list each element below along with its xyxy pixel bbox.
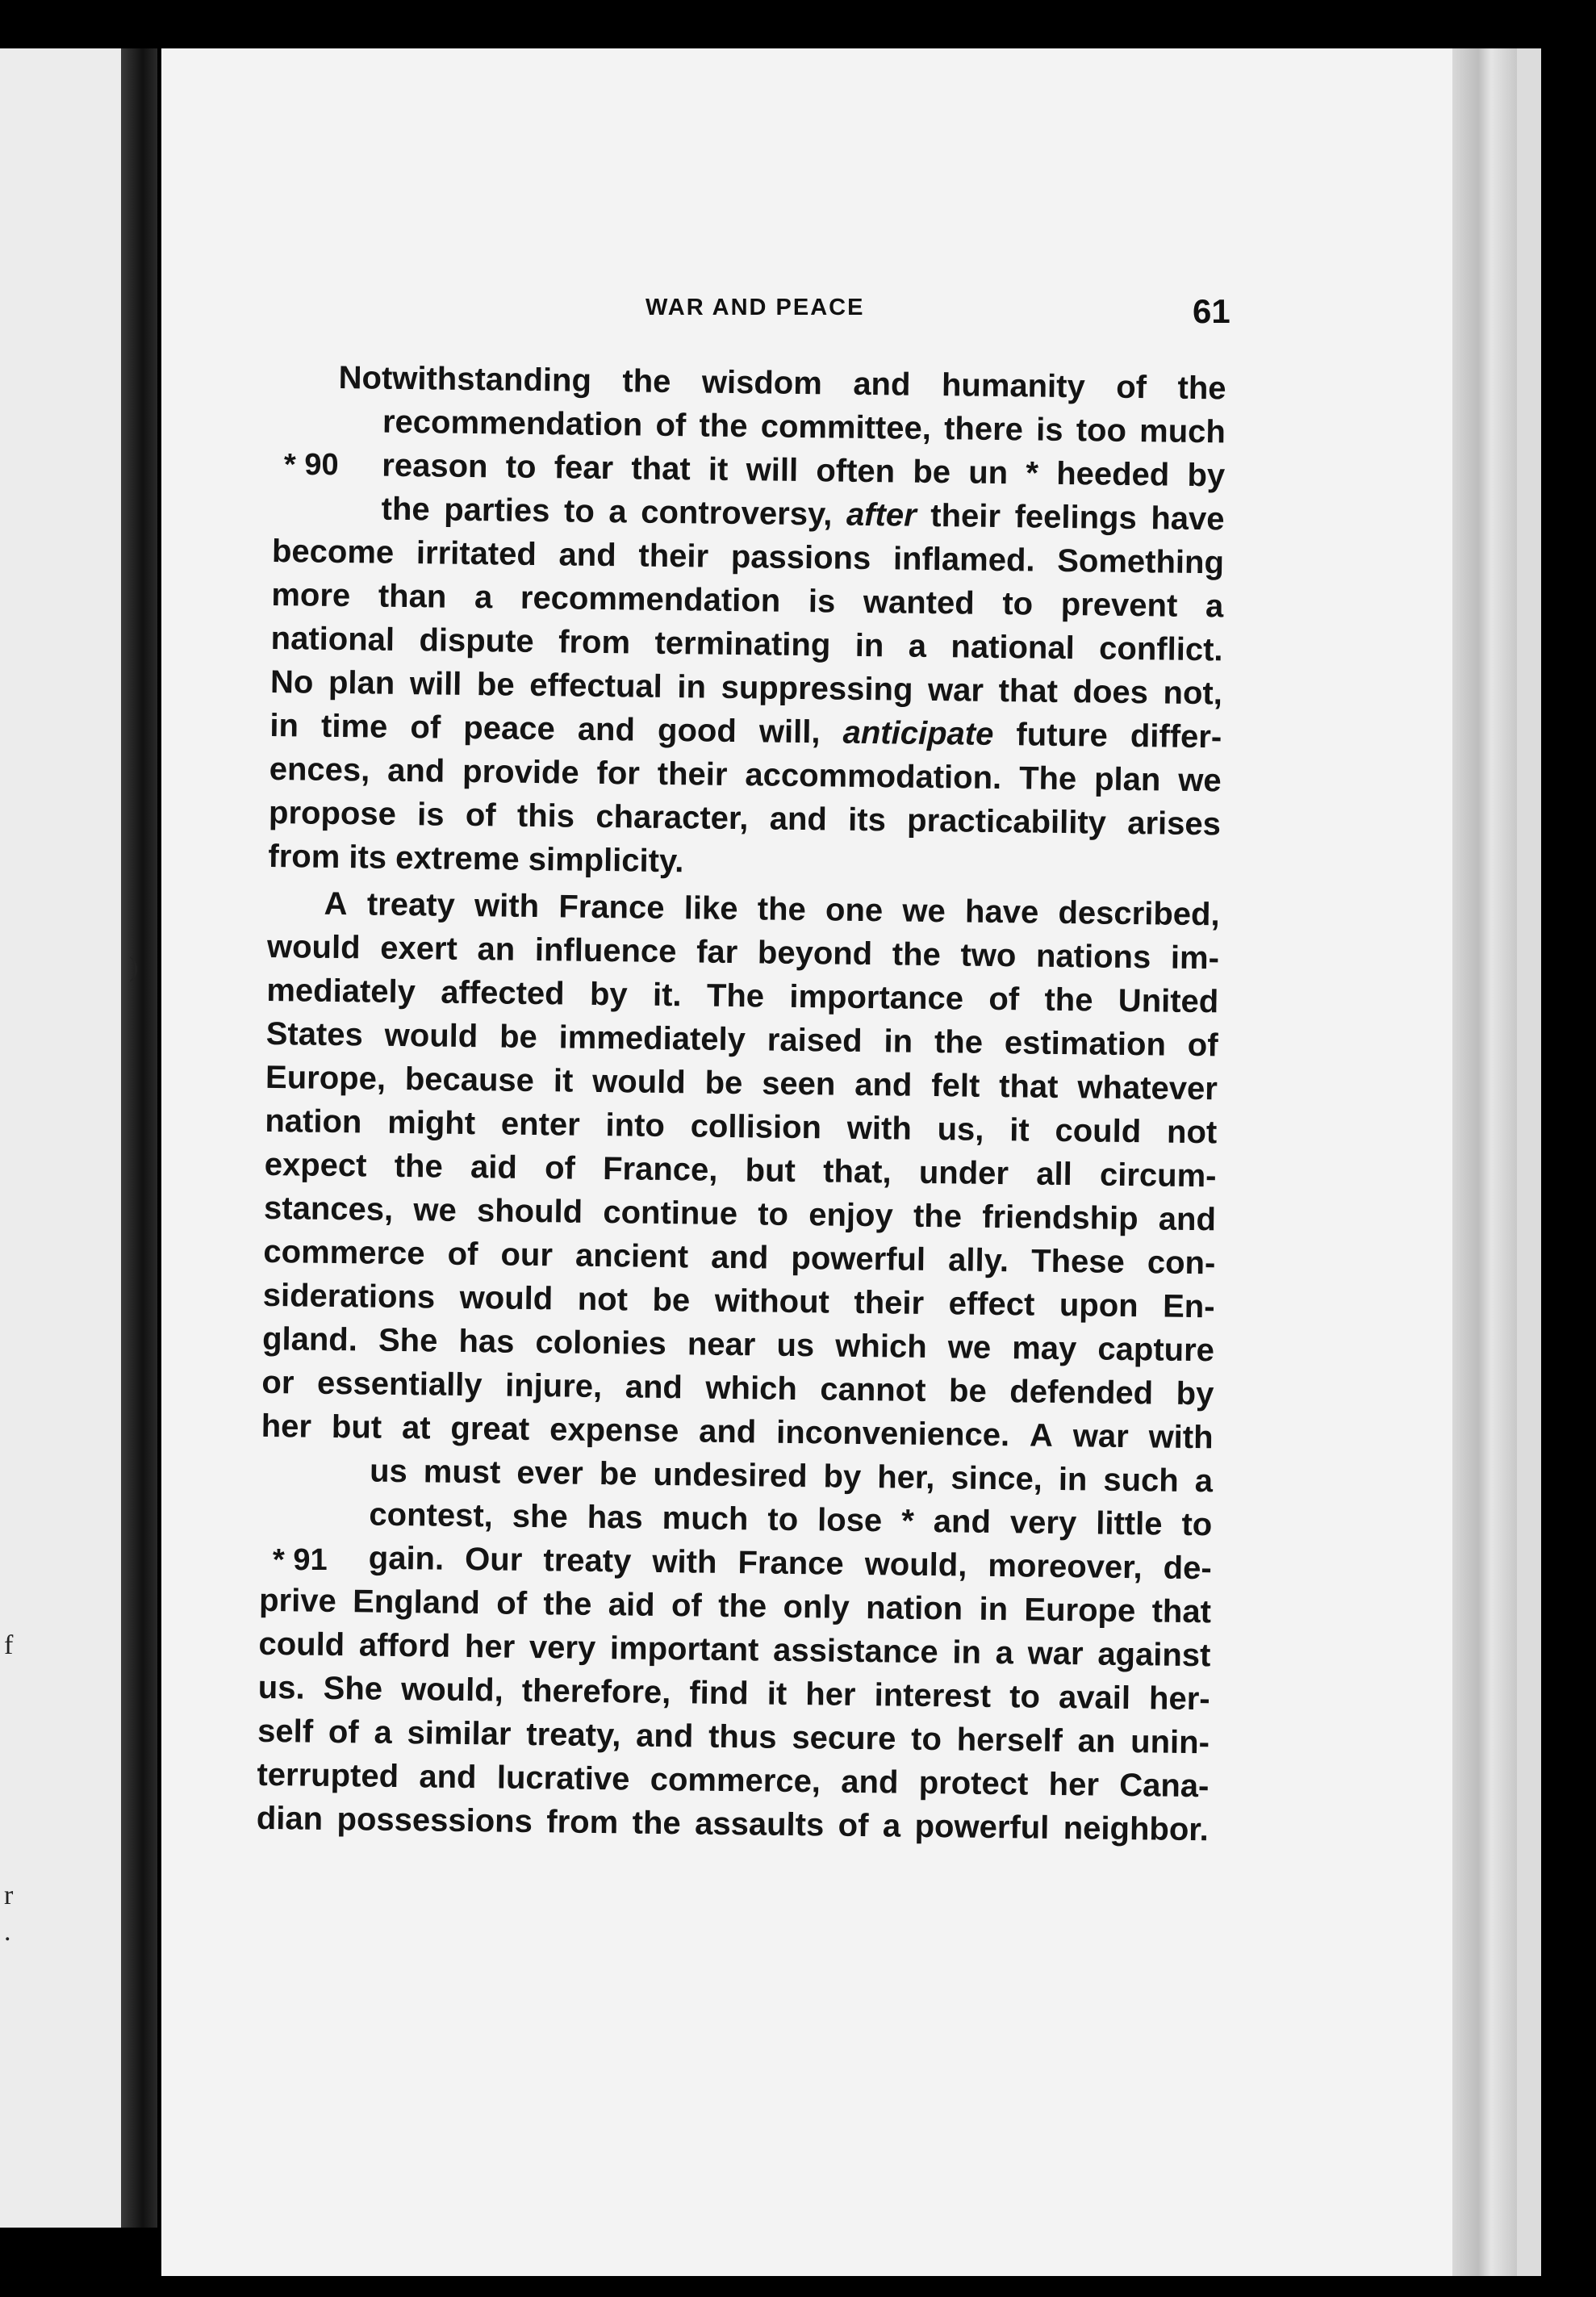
- text-line: mediately affected by it. The importance of the United: [266, 972, 1219, 1020]
- margin-page-ref: * 90: [284, 448, 339, 482]
- facing-page-fragment: .: [4, 1917, 11, 1947]
- page-number: 61: [1193, 292, 1230, 330]
- text-line: her but at great expense and inconvenience. A war with: [261, 1408, 1214, 1456]
- facing-page-fragment: r: [4, 1881, 14, 1910]
- book-gutter: [121, 48, 157, 2228]
- text-line: dian possessions from the assaults of a powerful neighbor.: [256, 1800, 1210, 1848]
- text-line: ences, and provide for their accommodation. The plan we: [269, 751, 1222, 799]
- text-line: Europe, because it would be seen and felt that whatever: [265, 1059, 1218, 1107]
- text-line: Notwithstanding the wisdom and humanity of the: [338, 359, 1226, 407]
- facing-page-fragment: f: [4, 1630, 14, 1660]
- text-line: more than a recommendation is wanted to prevent a: [271, 576, 1224, 625]
- text-line: would exert an influence far beyond the two nations im-: [266, 928, 1220, 977]
- text-line: become irritated and their passions inflamed. Something: [271, 533, 1225, 581]
- text-line: from its extreme simplicity.: [268, 838, 684, 880]
- paragraph: [257, 881, 1220, 1851]
- text-line: national dispute from terminating in a national conflict.: [270, 620, 1223, 668]
- text-line: States would be immediately raised in the estimation of: [265, 1015, 1218, 1064]
- text-line: recommendation of the committee, there is too much: [382, 404, 1226, 450]
- page-edge-shadow: [1452, 48, 1517, 2276]
- text-line: in time of peace and good will, anticipate future differ-: [269, 707, 1222, 755]
- running-title: WAR AND PEACE: [646, 295, 865, 320]
- text-line: No plan will be effectual in suppressing war that does not,: [269, 663, 1223, 712]
- text-line: could afford her very important assistance in a war against: [258, 1625, 1211, 1674]
- text-line: expect the aid of France, but that, under all circum-: [264, 1146, 1217, 1195]
- text-line: siderations would not be without their effect upon En-: [262, 1277, 1215, 1325]
- text-line: gain. Our treaty with France would, moreover, de-: [368, 1540, 1212, 1587]
- paragraph: [268, 355, 1226, 889]
- body-text: [257, 355, 1226, 1851]
- margin-page-ref: * 91: [273, 1543, 328, 1577]
- text-line: us must ever be undesired by her, since, in such a: [369, 1453, 1214, 1500]
- text-line: self of a similar treaty, and thus secure to herself an unin-: [257, 1713, 1210, 1761]
- text-line: us. She would, therefore, find it her interest to avail her-: [257, 1669, 1210, 1718]
- text-line: or essentially injure, and which cannot be defended by: [261, 1364, 1214, 1412]
- text-line: nation might enter into collision with us, it could not: [265, 1102, 1218, 1151]
- text-line: prive England of the aid of the only nation in Europe that: [258, 1582, 1212, 1630]
- facing-page-fragment: ): [129, 952, 139, 982]
- text-line: contest, she has much to lose * and very little to: [369, 1496, 1213, 1543]
- text-line: reason to fear that it will often be un * heeded by: [382, 447, 1226, 494]
- text-line: terrupted and lucrative commerce, and protect her Cana-: [257, 1756, 1210, 1805]
- text-line: the parties to a controversy, after their feelings have: [381, 491, 1225, 538]
- text-line: stances, we should continue to enjoy the friendship and: [263, 1190, 1217, 1238]
- text-line: commerce of our ancient and powerful ally. These con-: [263, 1233, 1216, 1282]
- text-line: propose is of this character, and its practicability arises: [268, 794, 1222, 843]
- text-line: gland. She has colonies near us which we may capture: [261, 1320, 1215, 1369]
- text-line: A treaty with France like the one we have described,: [324, 885, 1220, 933]
